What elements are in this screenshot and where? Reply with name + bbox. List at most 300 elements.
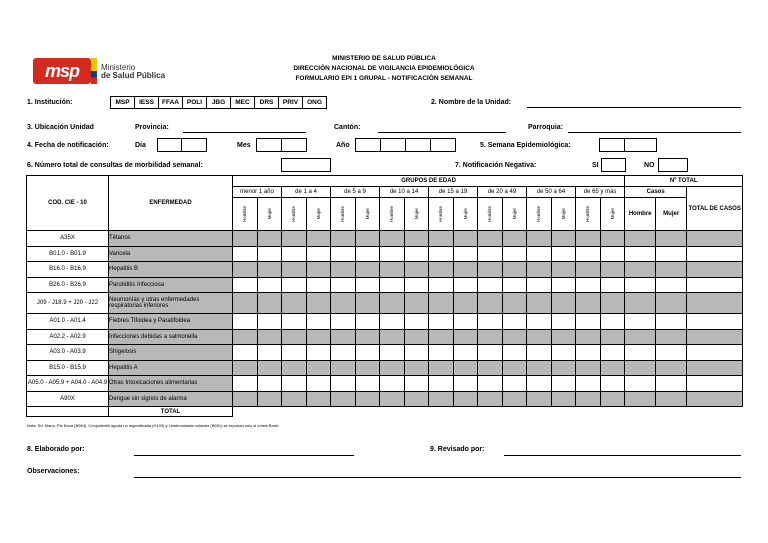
case-cell[interactable]: [257, 246, 282, 262]
case-cell[interactable]: [331, 376, 356, 392]
case-cell[interactable]: [625, 277, 656, 293]
provincia-field[interactable]: [183, 132, 306, 133]
case-cell[interactable]: [306, 376, 331, 392]
case-cell[interactable]: [453, 391, 478, 407]
negativa-label: 7. Notificación Negativa:: [455, 162, 537, 169]
case-cell[interactable]: [429, 345, 454, 361]
casos-hombre-header: Hombre: [625, 198, 656, 231]
case-cell[interactable]: [453, 262, 478, 278]
case-cell[interactable]: [576, 376, 601, 392]
case-cell[interactable]: [551, 391, 576, 407]
semana-box-2[interactable]: [624, 138, 657, 152]
dia-box-2[interactable]: [181, 138, 207, 152]
observaciones-field[interactable]: [134, 477, 741, 478]
case-cell[interactable]: [404, 345, 429, 361]
case-cell[interactable]: [453, 277, 478, 293]
case-cell[interactable]: [404, 277, 429, 293]
case-cell[interactable]: [527, 329, 552, 345]
case-cell[interactable]: [380, 293, 405, 314]
case-cell[interactable]: [306, 293, 331, 314]
case-cell[interactable]: [257, 391, 282, 407]
case-cell[interactable]: [429, 262, 454, 278]
case-cell[interactable]: [656, 360, 687, 376]
case-cell[interactable]: [687, 329, 743, 345]
case-cell[interactable]: [502, 391, 527, 407]
mes-label: Mes: [237, 142, 251, 149]
case-cell[interactable]: [600, 277, 625, 293]
age-group-3: de 10 a 14: [380, 187, 429, 198]
case-cell[interactable]: [233, 391, 258, 407]
institucion-option-ffaa[interactable]: FFAA: [158, 96, 183, 109]
age-group-1: de 1 a 4: [282, 187, 331, 198]
row-code: A02.2 - A02.9: [27, 329, 109, 345]
case-cell[interactable]: [502, 345, 527, 361]
institucion-option-jbg[interactable]: JBG: [206, 96, 231, 109]
sex-header-2-m: [355, 198, 380, 231]
case-cell[interactable]: [687, 262, 743, 278]
case-cell[interactable]: [355, 314, 380, 330]
sex-header-0-m: [257, 198, 282, 231]
case-cell[interactable]: [429, 246, 454, 262]
dia-box-1[interactable]: [157, 138, 182, 152]
unidad-field[interactable]: [527, 107, 741, 108]
row-code: B01.0 - B01.9: [27, 246, 109, 262]
no-box[interactable]: [658, 158, 688, 172]
age-group-5: de 20 a 49: [478, 187, 527, 198]
case-cell[interactable]: [576, 345, 601, 361]
case-cell[interactable]: [527, 391, 552, 407]
si-label: SI: [592, 162, 599, 169]
dia-label: Día: [135, 142, 146, 149]
sex-label: Mujer: [364, 208, 370, 220]
case-cell[interactable]: [625, 262, 656, 278]
case-cell[interactable]: [429, 314, 454, 330]
sex-label: Mujer: [511, 208, 517, 220]
case-cell[interactable]: [527, 262, 552, 278]
case-cell[interactable]: [233, 293, 258, 314]
case-cell[interactable]: [625, 345, 656, 361]
case-cell[interactable]: [527, 360, 552, 376]
revisado-field[interactable]: [504, 455, 741, 456]
consultas-label: 6. Número total de consultas de morbilidad semanal:: [27, 162, 203, 169]
case-cell[interactable]: [687, 391, 743, 407]
case-cell[interactable]: [282, 262, 307, 278]
case-cell[interactable]: [404, 376, 429, 392]
case-cell[interactable]: [257, 262, 282, 278]
case-cell[interactable]: [600, 293, 625, 314]
msp-logo: msp: [33, 58, 91, 84]
case-cell[interactable]: [380, 314, 405, 330]
row-code: A90X: [27, 391, 109, 407]
case-cell[interactable]: [404, 329, 429, 345]
case-cell[interactable]: [429, 391, 454, 407]
case-cell[interactable]: [331, 360, 356, 376]
case-cell[interactable]: [656, 391, 687, 407]
case-cell[interactable]: [355, 262, 380, 278]
case-cell[interactable]: [478, 293, 503, 314]
sex-label: Mujer: [266, 208, 272, 220]
case-cell[interactable]: [502, 329, 527, 345]
case-cell[interactable]: [429, 293, 454, 314]
case-cell[interactable]: [527, 376, 552, 392]
case-cell[interactable]: [576, 391, 601, 407]
anio-box-4[interactable]: [430, 138, 456, 152]
total-code-cell: [27, 407, 109, 417]
case-cell[interactable]: [404, 231, 429, 247]
sex-label: Mujer: [560, 208, 566, 220]
case-cell[interactable]: [551, 314, 576, 330]
no-label: NO: [644, 162, 655, 169]
institucion-option-poli[interactable]: POLI: [182, 96, 207, 109]
case-cell[interactable]: [257, 314, 282, 330]
case-cell[interactable]: [687, 231, 743, 247]
case-cell[interactable]: [282, 246, 307, 262]
case-cell[interactable]: [502, 231, 527, 247]
case-cell[interactable]: [282, 314, 307, 330]
sex-label: Mujer: [315, 208, 321, 220]
case-cell[interactable]: [527, 314, 552, 330]
anio-box-3[interactable]: [405, 138, 431, 152]
row-disease: Tétanos: [109, 231, 233, 247]
case-cell[interactable]: [282, 277, 307, 293]
case-cell[interactable]: [453, 231, 478, 247]
case-cell[interactable]: [453, 345, 478, 361]
case-cell[interactable]: [478, 360, 503, 376]
enfermedad-header: ENFERMEDAD: [109, 176, 233, 231]
case-cell[interactable]: [355, 231, 380, 247]
semana-box-1[interactable]: [599, 138, 625, 152]
case-cell[interactable]: [404, 262, 429, 278]
case-cell[interactable]: [576, 360, 601, 376]
case-cell[interactable]: [687, 293, 743, 314]
sex-header-4-h: [429, 198, 454, 231]
row-code: A01.0 - A01.4: [27, 314, 109, 330]
case-cell[interactable]: [600, 391, 625, 407]
case-cell[interactable]: [257, 329, 282, 345]
case-cell[interactable]: [355, 360, 380, 376]
row-code: B16.0 - B16.9: [27, 262, 109, 278]
case-cell[interactable]: [233, 314, 258, 330]
institucion-option-msp[interactable]: MSP: [110, 96, 135, 109]
case-cell[interactable]: [306, 329, 331, 345]
casos-header: Casos: [625, 187, 687, 198]
case-cell[interactable]: [527, 231, 552, 247]
case-cell[interactable]: [257, 293, 282, 314]
institucion-option-ong[interactable]: ONG: [302, 96, 327, 109]
case-cell[interactable]: [380, 360, 405, 376]
row-disease: Neumonías y otras enfermedades respiratorias inferiores: [109, 293, 233, 314]
case-cell[interactable]: [429, 360, 454, 376]
case-cell[interactable]: [656, 376, 687, 392]
case-cell[interactable]: [380, 345, 405, 361]
case-cell[interactable]: [282, 231, 307, 247]
elaborado-field[interactable]: [134, 455, 354, 456]
anio-label: Año: [336, 142, 350, 149]
parroquia-field[interactable]: [568, 132, 741, 133]
observaciones-label: Observaciones:: [27, 468, 80, 475]
case-cell[interactable]: [576, 262, 601, 278]
case-cell[interactable]: [306, 360, 331, 376]
case-cell[interactable]: [404, 293, 429, 314]
table-row: [27, 231, 743, 247]
case-cell[interactable]: [687, 345, 743, 361]
case-cell[interactable]: [331, 277, 356, 293]
case-cell[interactable]: [453, 293, 478, 314]
case-cell[interactable]: [502, 314, 527, 330]
case-cell[interactable]: [687, 314, 743, 330]
row-disease: Otras Intoxicaciones alimentarias: [109, 376, 233, 392]
case-cell[interactable]: [551, 293, 576, 314]
case-cell[interactable]: [478, 277, 503, 293]
case-cell[interactable]: [306, 314, 331, 330]
case-cell[interactable]: [576, 277, 601, 293]
case-cell[interactable]: [404, 360, 429, 376]
table-row: [27, 391, 743, 407]
case-cell[interactable]: [600, 329, 625, 345]
table-row: [27, 277, 743, 293]
case-cell[interactable]: [687, 277, 743, 293]
case-cell[interactable]: [551, 231, 576, 247]
case-cell[interactable]: [306, 246, 331, 262]
case-cell[interactable]: [282, 345, 307, 361]
case-cell[interactable]: [257, 360, 282, 376]
row-code: A35X: [27, 231, 109, 247]
case-cell[interactable]: [355, 246, 380, 262]
case-cell[interactable]: [380, 246, 405, 262]
case-cell[interactable]: [282, 376, 307, 392]
case-cell[interactable]: [478, 345, 503, 361]
row-disease: Varicela: [109, 246, 233, 262]
case-cell[interactable]: [331, 231, 356, 247]
case-cell[interactable]: [551, 246, 576, 262]
case-cell[interactable]: [306, 277, 331, 293]
sex-label: Hombre: [585, 205, 591, 222]
sex-header-4-m: [453, 198, 478, 231]
case-cell[interactable]: [478, 246, 503, 262]
case-cell[interactable]: [453, 376, 478, 392]
age-group-2: de 5 a 9: [331, 187, 380, 198]
table-row: [27, 345, 743, 361]
case-cell[interactable]: [380, 376, 405, 392]
case-cell[interactable]: [576, 246, 601, 262]
case-cell[interactable]: [331, 391, 356, 407]
case-cell[interactable]: [478, 262, 503, 278]
case-cell[interactable]: [331, 262, 356, 278]
case-cell[interactable]: [331, 329, 356, 345]
case-cell[interactable]: [429, 277, 454, 293]
case-cell[interactable]: [355, 277, 380, 293]
case-cell[interactable]: [282, 329, 307, 345]
anio-box-1[interactable]: [355, 138, 381, 152]
case-cell[interactable]: [600, 231, 625, 247]
case-cell[interactable]: [656, 277, 687, 293]
case-cell[interactable]: [453, 329, 478, 345]
case-cell[interactable]: [502, 376, 527, 392]
table-row: [27, 293, 743, 314]
mes-box-2[interactable]: [281, 138, 307, 152]
case-cell[interactable]: [625, 391, 656, 407]
case-cell[interactable]: [600, 345, 625, 361]
notification-table: [26, 175, 743, 417]
case-cell[interactable]: [502, 246, 527, 262]
sex-label: Hombre: [291, 205, 297, 222]
case-cell[interactable]: [404, 391, 429, 407]
institucion-option-priv[interactable]: PRIV: [278, 96, 303, 109]
case-cell[interactable]: [551, 329, 576, 345]
mes-box-1[interactable]: [256, 138, 282, 152]
case-cell[interactable]: [600, 376, 625, 392]
case-cell[interactable]: [257, 345, 282, 361]
row-code: B15.0 - B15.9: [27, 360, 109, 376]
cod-header: COD. CIE - 10: [27, 176, 109, 231]
case-cell[interactable]: [625, 293, 656, 314]
case-cell[interactable]: [551, 376, 576, 392]
case-cell[interactable]: [380, 277, 405, 293]
case-cell[interactable]: [527, 293, 552, 314]
case-cell[interactable]: [551, 262, 576, 278]
consultas-box[interactable]: [281, 158, 331, 172]
case-cell[interactable]: [600, 262, 625, 278]
case-cell[interactable]: [233, 329, 258, 345]
case-cell[interactable]: [380, 391, 405, 407]
case-cell[interactable]: [453, 360, 478, 376]
case-cell[interactable]: [656, 345, 687, 361]
case-cell[interactable]: [576, 231, 601, 247]
case-cell[interactable]: [282, 293, 307, 314]
case-cell[interactable]: [453, 246, 478, 262]
case-cell[interactable]: [625, 360, 656, 376]
case-cell[interactable]: [502, 277, 527, 293]
revisado-label: 9. Revisado por:: [430, 446, 485, 453]
case-cell[interactable]: [625, 246, 656, 262]
sex-label: Hombre: [487, 205, 493, 222]
case-cell[interactable]: [233, 345, 258, 361]
case-cell[interactable]: [656, 262, 687, 278]
case-cell[interactable]: [551, 277, 576, 293]
case-cell[interactable]: [306, 391, 331, 407]
case-cell[interactable]: [331, 314, 356, 330]
case-cell[interactable]: [625, 329, 656, 345]
case-cell[interactable]: [625, 376, 656, 392]
case-cell[interactable]: [257, 376, 282, 392]
case-cell[interactable]: [282, 391, 307, 407]
case-cell[interactable]: [233, 277, 258, 293]
row-disease: Dengue sin signos de alarma: [109, 391, 233, 407]
institucion-option-drs[interactable]: DRS: [254, 96, 279, 109]
anio-box-2[interactable]: [380, 138, 406, 152]
case-cell[interactable]: [502, 262, 527, 278]
si-box[interactable]: [601, 158, 626, 172]
case-cell[interactable]: [551, 345, 576, 361]
case-cell[interactable]: [331, 293, 356, 314]
case-cell[interactable]: [600, 314, 625, 330]
row-disease: Parotiditis Infecciosa: [109, 277, 233, 293]
case-cell[interactable]: [306, 345, 331, 361]
case-cell[interactable]: [576, 293, 601, 314]
case-cell[interactable]: [331, 246, 356, 262]
case-cell[interactable]: [306, 262, 331, 278]
case-cell[interactable]: [600, 246, 625, 262]
case-cell[interactable]: [625, 314, 656, 330]
case-cell[interactable]: [687, 246, 743, 262]
case-cell[interactable]: [600, 360, 625, 376]
sex-header-3-m: [404, 198, 429, 231]
case-cell[interactable]: [233, 376, 258, 392]
case-cell[interactable]: [355, 293, 380, 314]
canton-field[interactable]: [378, 132, 506, 133]
case-cell[interactable]: [355, 376, 380, 392]
case-cell[interactable]: [656, 231, 687, 247]
case-cell[interactable]: [257, 231, 282, 247]
case-cell[interactable]: [687, 376, 743, 392]
case-cell[interactable]: [478, 376, 503, 392]
sex-label: Hombre: [340, 205, 346, 222]
case-cell[interactable]: [306, 231, 331, 247]
case-cell[interactable]: [527, 345, 552, 361]
case-cell[interactable]: [429, 376, 454, 392]
case-cell[interactable]: [478, 314, 503, 330]
case-cell[interactable]: [453, 314, 478, 330]
case-cell[interactable]: [380, 329, 405, 345]
institucion-option-mec[interactable]: MEC: [230, 96, 255, 109]
case-cell[interactable]: [576, 329, 601, 345]
case-cell[interactable]: [656, 314, 687, 330]
case-cell[interactable]: [331, 345, 356, 361]
case-cell[interactable]: [576, 314, 601, 330]
case-cell[interactable]: [502, 293, 527, 314]
case-cell[interactable]: [355, 391, 380, 407]
case-cell[interactable]: [404, 246, 429, 262]
case-cell[interactable]: [527, 246, 552, 262]
sex-header-1-h: [282, 198, 307, 231]
fecha-label: 4. Fecha de notificación:: [27, 142, 109, 149]
case-cell[interactable]: [282, 360, 307, 376]
case-cell[interactable]: [233, 360, 258, 376]
case-cell[interactable]: [233, 262, 258, 278]
case-cell[interactable]: [355, 329, 380, 345]
case-cell[interactable]: [656, 329, 687, 345]
sex-label: Hombre: [389, 205, 395, 222]
case-cell[interactable]: [233, 231, 258, 247]
case-cell[interactable]: [625, 231, 656, 247]
row-code: A05.0 - A05.9 + A04.0 - A04.9: [27, 376, 109, 392]
unidad-label: 2. Nombre de la Unidad:: [431, 99, 512, 106]
grupos-header: GRUPOS DE EDAD: [233, 176, 625, 187]
case-cell[interactable]: [380, 231, 405, 247]
case-cell[interactable]: [551, 360, 576, 376]
case-cell[interactable]: [527, 277, 552, 293]
case-cell[interactable]: [233, 246, 258, 262]
case-cell[interactable]: [478, 329, 503, 345]
case-cell[interactable]: [355, 345, 380, 361]
institucion-option-iess[interactable]: IESS: [134, 96, 159, 109]
case-cell[interactable]: [687, 360, 743, 376]
case-cell[interactable]: [429, 329, 454, 345]
case-cell[interactable]: [478, 231, 503, 247]
case-cell[interactable]: [656, 246, 687, 262]
sex-label: Hombre: [242, 205, 248, 222]
case-cell[interactable]: [257, 277, 282, 293]
case-cell[interactable]: [429, 231, 454, 247]
row-disease: Fiebres Tifoidea y Paratifoidea: [109, 314, 233, 330]
table-row: [27, 246, 743, 262]
case-cell[interactable]: [404, 314, 429, 330]
case-cell[interactable]: [380, 262, 405, 278]
table-row: [27, 376, 743, 392]
case-cell[interactable]: [478, 391, 503, 407]
case-cell[interactable]: [656, 293, 687, 314]
case-cell[interactable]: [502, 360, 527, 376]
